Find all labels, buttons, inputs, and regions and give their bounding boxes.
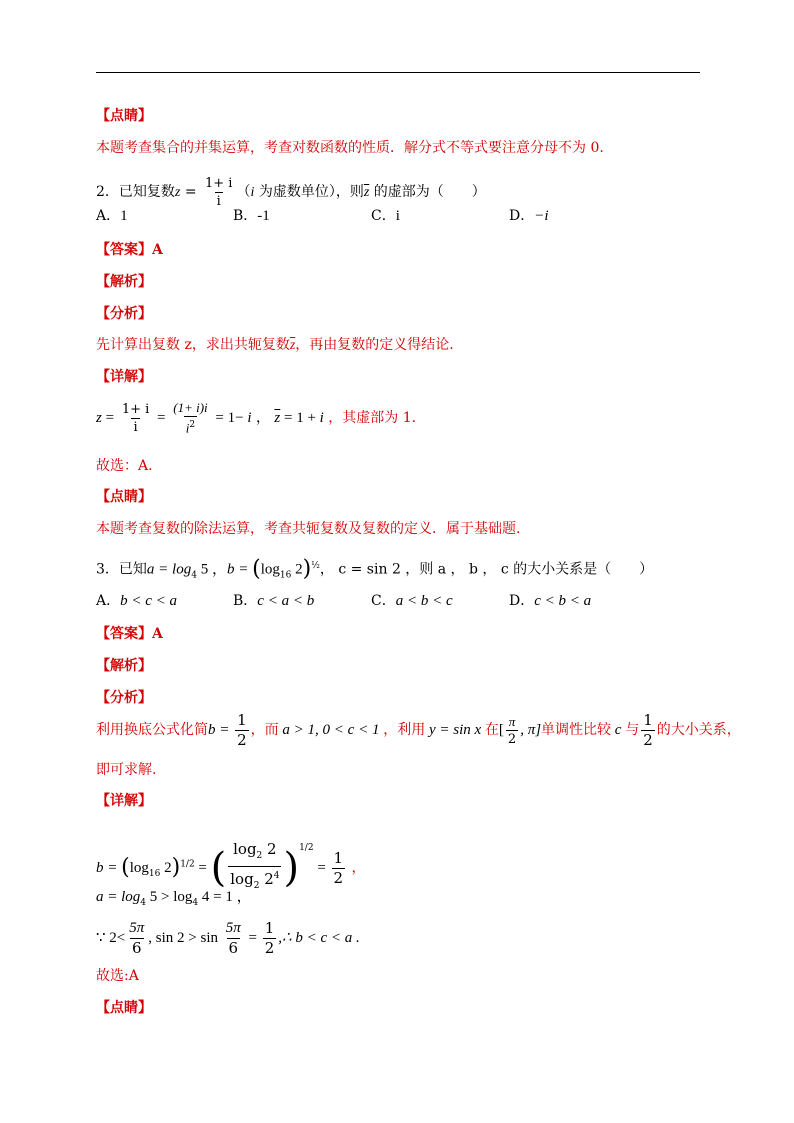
question-2 — [96, 172, 486, 212]
q2-detail-zbar-eq: = 1 + — [280, 410, 320, 426]
q3-detail1-eq2: = — [313, 860, 330, 876]
q3-option-a-value: b < c < a — [120, 593, 178, 609]
q2-option-c-value: i — [395, 208, 400, 224]
q2-analysis-heading: 【解析】 — [96, 274, 152, 290]
q3-option-c-value: a < b < c — [395, 593, 453, 609]
q3-c-def: ， c = sin 2 ，则 a ， b ， c 的大小关系是（ ） — [319, 561, 654, 578]
q2-detail-frac2-den: i — [185, 420, 190, 436]
q3-a-tail: 5 ， — [196, 561, 227, 578]
q3-fenxi-p3: ，利用 — [383, 722, 426, 738]
q3-fenxi-p7: 的大小关系， — [656, 722, 741, 738]
q3-fenxi-half — [235, 711, 249, 750]
q2-option-c — [371, 206, 400, 226]
q3-option-b-label: B． — [233, 593, 258, 609]
q2-zbar: $\overline{z}$ — [363, 185, 370, 200]
q3-option-d-label: D． — [509, 593, 535, 609]
q3-fenxi-heading: 【分析】 — [96, 690, 152, 706]
q3-detail1-lhs: b = — [96, 860, 122, 876]
q2-detail-frac2-num: (1+ i)i — [173, 399, 208, 415]
q2-option-a-value: 1 — [120, 208, 128, 224]
q3-detail3-frac2-den: 6 — [228, 938, 239, 957]
q2-detail-i-end: i — [247, 410, 252, 426]
q2-z: z — [174, 185, 181, 200]
q3-fenxi-ineq: a > 1, 0 < c < 1 — [278, 722, 384, 738]
q2-detail-zbar: $\overline{z}$ — [274, 410, 281, 426]
dianjing-heading-1: 【点睛】 — [96, 108, 152, 124]
q2-option-c-label: C． — [371, 208, 396, 224]
q3-interval-close: , π] — [520, 722, 542, 738]
q3-analysis-heading: 【解析】 — [96, 658, 152, 674]
q2-option-d-value: −i — [534, 208, 549, 224]
q3-detail1-exp: 1/2 — [180, 859, 195, 870]
q3-detail1-lparen: ( — [121, 855, 130, 880]
q2-fenxi-zbar: $\overline{z}$ — [289, 338, 296, 353]
q3-fenxi-half-num: 1 — [237, 710, 247, 729]
q2-fenxi-p1: 先计算出复数 z，求出共轭复数 — [96, 337, 290, 353]
q3-fenxi-pi-frac — [506, 713, 518, 748]
q2-number: 2．已知复数 — [96, 184, 175, 200]
q3-detail3-p3: = — [244, 930, 261, 946]
q3-dianjing-heading: 【点睛】 — [96, 1000, 152, 1016]
q3-detail1-inner-num: log — [233, 840, 257, 858]
q3-fenxi-p4: 在 — [484, 722, 499, 738]
q3-fenxi-c: c — [611, 722, 626, 738]
q3-detail1-big-lparen: ( — [210, 845, 227, 891]
q3-left-paren: ( — [252, 556, 261, 582]
q2-option-a-label: A． — [96, 208, 121, 224]
q3-a-sub: 4 — [191, 570, 197, 581]
header-rule — [96, 72, 700, 73]
q2-option-d — [509, 206, 549, 226]
q3-detail2-a: a = log — [96, 889, 141, 905]
q2-detail-tail: ，其虚部为 1. — [323, 410, 417, 426]
q3-number: 3．已知 — [96, 561, 147, 578]
question-3 — [96, 554, 653, 587]
q3-option-b-value: c < a < b — [257, 593, 315, 609]
q3-detail3-p4: ,∴ b < c < a . — [278, 930, 360, 946]
q3-option-a-label: A． — [96, 593, 121, 609]
q3-detail-line1 — [96, 820, 366, 891]
q2-detail-eq2: = — [153, 410, 170, 426]
q2-detail-equation — [96, 398, 416, 438]
q2-fenxi-text — [96, 335, 454, 356]
q2-eq: = — [180, 184, 202, 200]
q2-mid: （ — [236, 184, 251, 200]
q3-answer: 【答案】A — [96, 626, 163, 642]
q2-option-d-label: D． — [509, 208, 535, 224]
q3-detail-line3 — [96, 918, 360, 958]
q3-detail-heading: 【详解】 — [96, 793, 152, 809]
q3-detail1-inner-num-tail: 2 — [262, 840, 277, 858]
q2-detail-frac1-den: i — [133, 419, 138, 435]
q2-i: i — [250, 185, 255, 200]
q2-mid2: 为虚数单位），则 — [254, 184, 364, 200]
q2-fenxi-tail: ，再由复数的定义得结论. — [295, 337, 454, 353]
q3-fenxi-b: b = — [208, 722, 234, 738]
q3-detail2-mid: 5 > log — [146, 889, 193, 905]
q3-option-c — [371, 591, 453, 611]
q3-detail2-sub2: 4 — [192, 897, 199, 908]
q3-detail2-end: 4 = 1 ， — [198, 889, 252, 905]
q2-dianjing-text: 本题考查复数的除法运算，考查共轭复数及复数的定义．属于基础题. — [96, 521, 521, 537]
q3-detail1-sub: 16 — [148, 868, 161, 879]
q3-detail3-p2: , sin 2 > sin — [148, 930, 222, 946]
q2-choice: 故选：A. — [96, 458, 153, 474]
q3-fenxi-half2-den: 2 — [643, 730, 653, 749]
q3-fenxi-p1: 利用换底公式化简 — [96, 722, 208, 738]
q3-detail3-frac2-num: 5π — [225, 919, 241, 936]
q2-detail-eq1: = — [101, 410, 118, 426]
q3-detail1-inner-den-sub: 2 — [253, 881, 260, 891]
q3-option-b — [233, 591, 314, 611]
q3-fenxi-half2-num: 1 — [643, 710, 653, 729]
q3-fenxi-line2: 即可求解. — [96, 762, 157, 778]
q3-detail1-log: log — [129, 860, 149, 876]
q2-detail-zbar-i: i — [319, 410, 324, 426]
q3-detail1-outer-exp: 1/2 — [299, 843, 314, 853]
q3-option-d-value: c < b < a — [534, 593, 592, 609]
q3-fenxi-p2: ，而 — [250, 722, 279, 738]
q2-option-b — [233, 206, 270, 226]
q3-detail1-big-rparen: ) — [283, 845, 300, 891]
q3-detail2-sub: 4 — [140, 897, 147, 908]
q2-detail-eq3: = 1− — [211, 410, 248, 426]
q2-frac-den: i — [216, 193, 221, 209]
q3-option-c-label: C． — [371, 593, 396, 609]
q3-right-paren: ) — [302, 556, 312, 582]
q3-detail1-inner-den-sup: 4 — [273, 871, 280, 881]
q3-choice: 故选:A — [96, 968, 139, 984]
q3-b-sub: 16 — [279, 570, 292, 581]
q3-detail1-inner-den-tail: 2 — [259, 870, 274, 888]
q3-detail3-frac1-num: 5π — [129, 919, 145, 936]
q2-detail-frac1-num: 1+ i — [121, 401, 150, 417]
q3-fenxi-half2 — [641, 711, 655, 750]
q3-detail1-end: ， — [347, 860, 366, 876]
q2-fenxi-heading: 【分析】 — [96, 306, 152, 322]
q2-answer: 【答案】A — [96, 242, 163, 258]
dianjing-text-1: 本题考查集合的并集运算，考查对数函数的性质．解分式不等式要注意分母不为 0. — [96, 140, 604, 156]
q3-detail1-eq: = — [194, 860, 211, 876]
q3-fenxi-p6: 与 — [625, 722, 640, 738]
q3-detail3-frac1 — [127, 919, 146, 958]
q3-detail1-inner-den: log — [230, 870, 254, 888]
q3-detail1-two: 2 — [160, 860, 172, 876]
q2-detail-z: z — [96, 410, 102, 426]
q2-detail-frac1 — [120, 401, 151, 436]
q3-detail3-frac1-den: 6 — [132, 938, 142, 957]
q3-b-exp: ½ — [311, 561, 320, 571]
q3-detail3-frac3-den: 2 — [264, 938, 275, 957]
q3-option-d — [509, 591, 591, 611]
q3-fenxi-pi-den: 2 — [507, 731, 517, 747]
q3-fenxi-pi-num: π — [508, 713, 516, 729]
q3-b-def: b = — [226, 561, 253, 578]
q3-detail1-rparen: ) — [171, 855, 181, 880]
q2-dianjing-heading: 【点睛】 — [96, 489, 152, 505]
q2-detail-sep: ， — [251, 410, 275, 426]
q2-detail-heading: 【详解】 — [96, 369, 152, 385]
q3-fenxi-p5: 单调性比较 — [541, 722, 612, 738]
q3-interval-open: [ — [498, 722, 504, 738]
q3-detail3-p1: ∵ 2< — [96, 930, 126, 946]
q3-a-def: a = log — [146, 561, 192, 578]
q3-detail-line2 — [96, 885, 252, 915]
q3-fenxi-func: y = sin x — [425, 722, 485, 738]
q2-detail-frac2 — [171, 399, 209, 437]
q3-detail1-result — [332, 849, 346, 888]
q3-detail3-frac3 — [263, 919, 277, 958]
q3-detail3-frac3-num: 1 — [264, 918, 275, 937]
q3-b-log: log — [260, 561, 280, 578]
q2-option-b-value: -1 — [257, 208, 270, 224]
q3-fenxi-line1 — [96, 710, 741, 750]
q3-detail1-result-num: 1 — [333, 848, 344, 867]
q3-option-a — [96, 591, 177, 611]
q2-option-a — [96, 206, 128, 226]
q2-option-b-label: B． — [233, 208, 258, 224]
q3-detail1-result-den: 2 — [333, 868, 344, 887]
q3-fenxi-half-den: 2 — [237, 730, 247, 749]
q3-detail1-inner-num-sub: 2 — [256, 851, 263, 861]
q2-tail: 的虚部为（ ） — [369, 184, 486, 200]
q2-fraction — [203, 175, 234, 210]
q3-b-tail: 2 — [291, 561, 303, 578]
q2-frac-num: 1+ i — [205, 175, 233, 191]
q2-detail-frac2-den-sup: 2 — [189, 419, 196, 430]
q3-detail3-frac2 — [224, 919, 243, 958]
